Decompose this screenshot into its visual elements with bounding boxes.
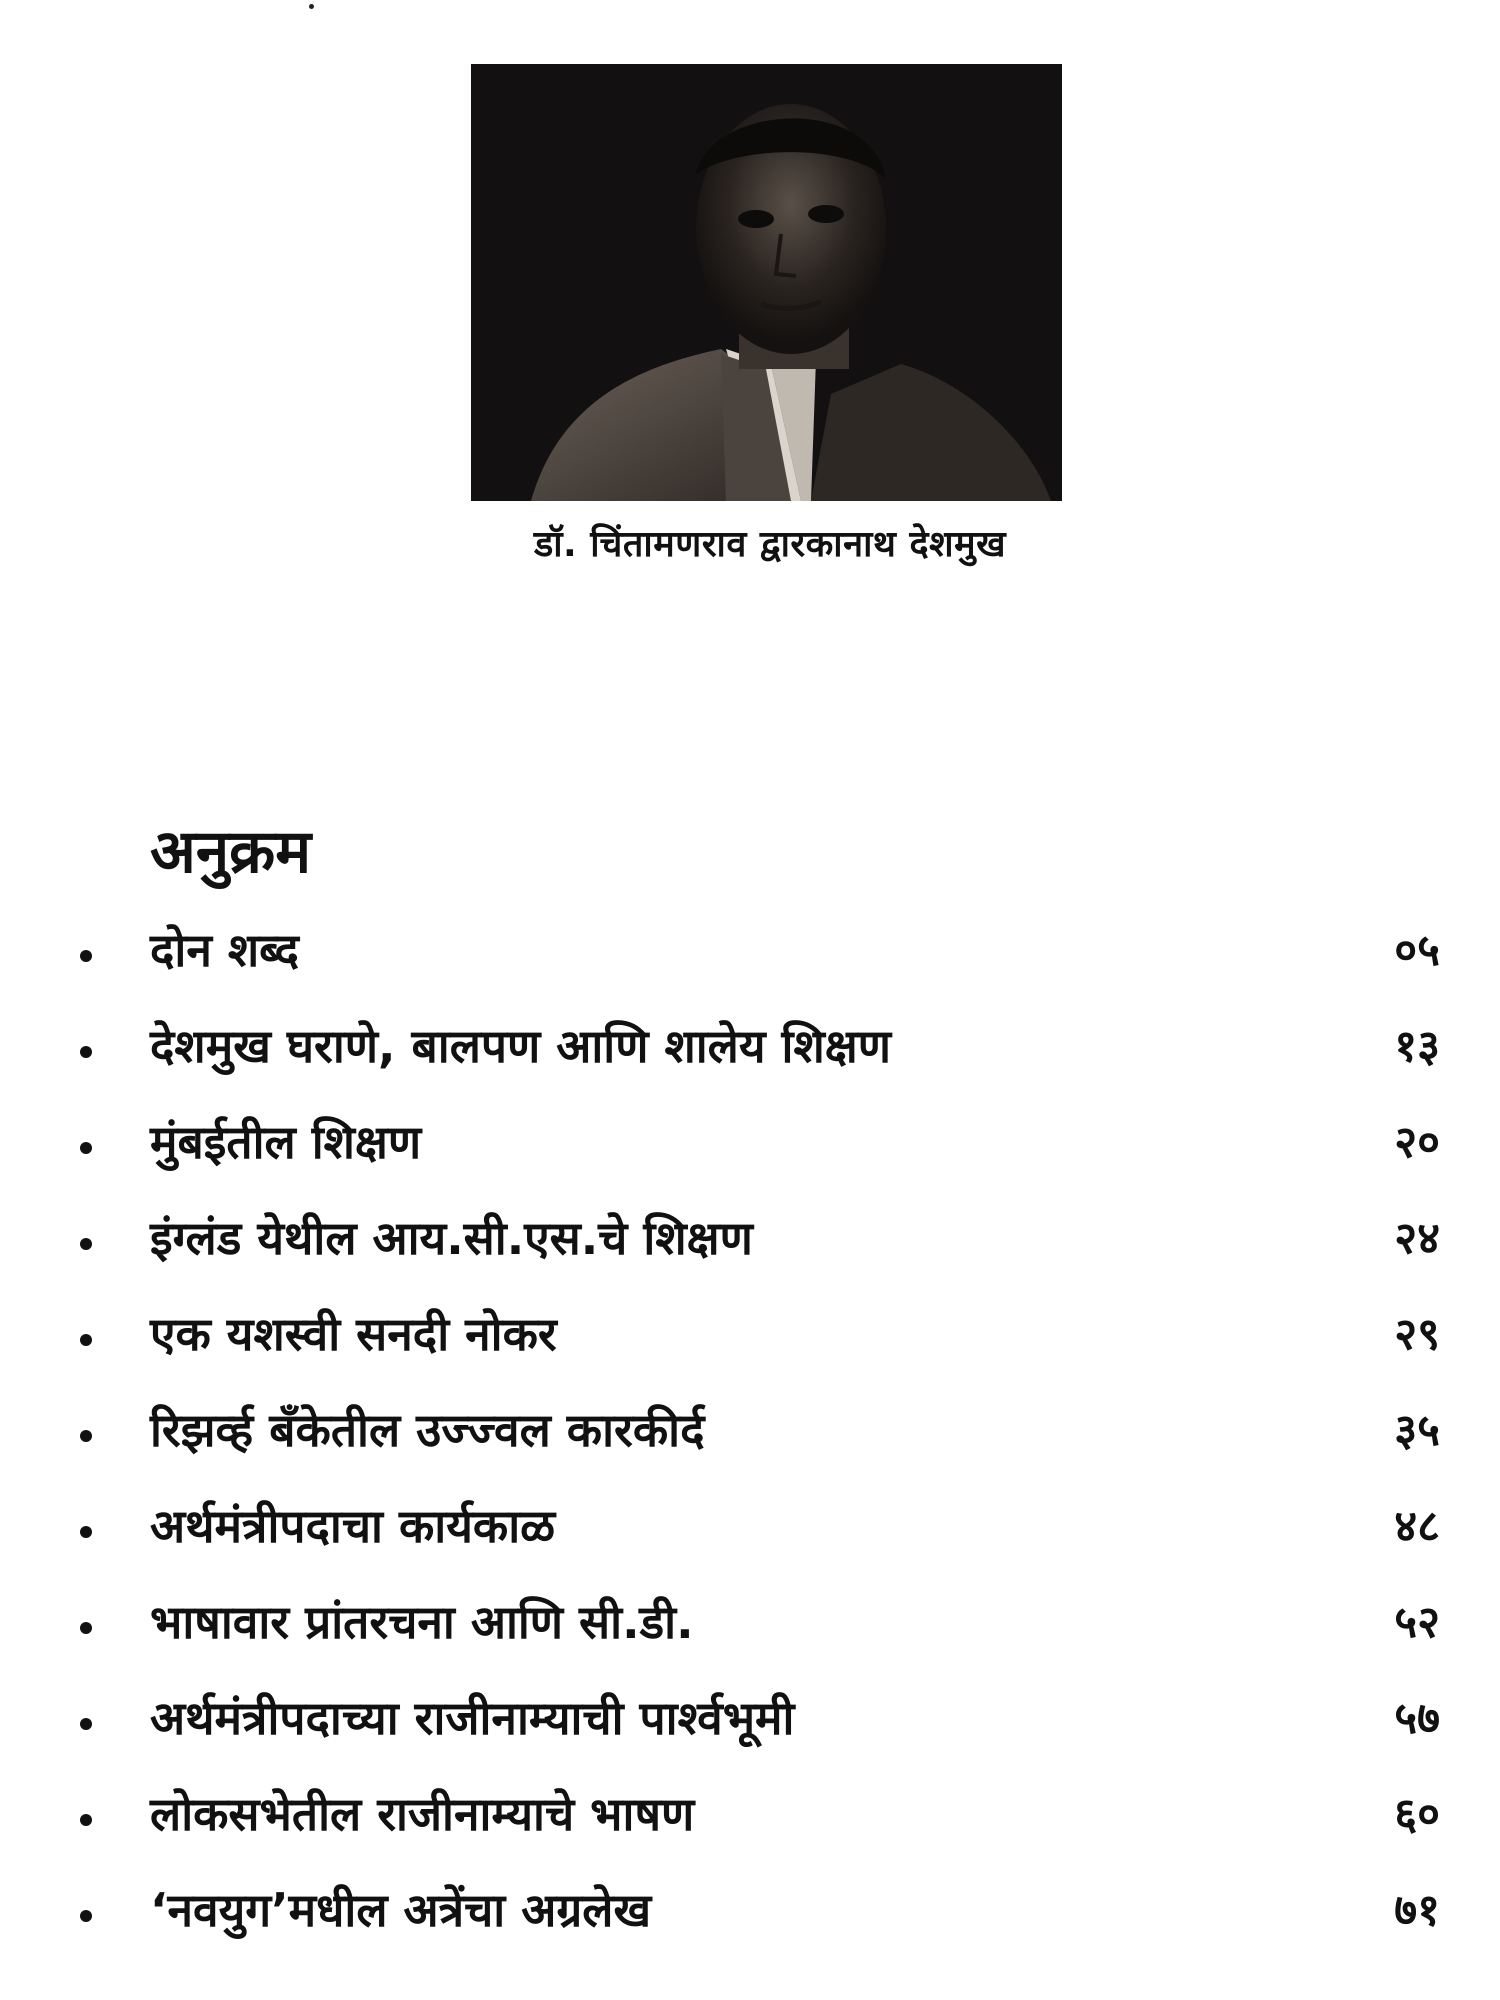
toc-entry-title: लोकसभेतील राजीनाम्याचे भाषण <box>150 1787 695 1841</box>
toc-entry-title: देशमुख घराणे, बालपण आणि शालेय शिक्षण <box>150 1019 891 1073</box>
toc-entry-title: मुंबईतील शिक्षण <box>150 1115 422 1169</box>
toc-entry <box>0 1582 1500 1678</box>
bullet-icon <box>80 1238 92 1250</box>
toc-entry-title: भाषावार प्रांतरचना आणि सी.डी. <box>150 1595 694 1649</box>
toc-entry-page: ४८ <box>1394 1501 1440 1552</box>
toc-entry-page: ७१ <box>1394 1885 1440 1936</box>
toc-entry-title: ‘नवयुग’मधील अत्रेंचा अग्रलेख <box>150 1883 652 1937</box>
bullet-icon <box>80 1622 92 1634</box>
toc-entry-page: ५२ <box>1394 1597 1440 1648</box>
portrait-photo <box>471 64 1062 501</box>
portrait-photo-image <box>471 64 1062 501</box>
toc-entry-page: ६० <box>1394 1789 1440 1840</box>
bullet-icon <box>80 1910 92 1922</box>
bullet-icon <box>80 1526 92 1538</box>
toc-entry-page: २० <box>1394 1117 1440 1168</box>
toc-entry <box>0 1102 1500 1198</box>
portrait-caption: डॉ. चिंतामणराव द्वारकानाथ देशमुख <box>533 524 1007 565</box>
toc-entry <box>0 1198 1500 1294</box>
toc-entry-title: रिझर्व्ह बँकेतील उज्ज्वल कारकीर्द <box>150 1403 705 1457</box>
bullet-icon <box>80 1142 92 1154</box>
toc-entry-page: ०५ <box>1394 925 1440 976</box>
bullet-icon <box>80 950 92 962</box>
toc-entry <box>0 1774 1500 1870</box>
toc-entry <box>0 1294 1500 1390</box>
bullet-icon <box>80 1430 92 1442</box>
toc-entry-title: एक यशस्वी सनदी नोकर <box>150 1307 557 1361</box>
toc-entry-page: ३५ <box>1394 1405 1440 1456</box>
toc-entry-page: २४ <box>1394 1213 1440 1264</box>
toc-entry-title: अर्थमंत्रीपदाचा कार्यकाळ <box>150 1499 556 1553</box>
toc-entry <box>0 1390 1500 1486</box>
toc-entry <box>0 1870 1500 1966</box>
toc-entry-title: अर्थमंत्रीपदाच्या राजीनाम्याची पार्श्वभूमी <box>150 1691 795 1745</box>
toc-entry-page: ५७ <box>1394 1693 1440 1744</box>
toc-entry <box>0 910 1500 1006</box>
toc-entry-title: इंग्लंड येथील आय.सी.एस.चे शिक्षण <box>150 1211 753 1265</box>
toc-entry <box>0 1678 1500 1774</box>
toc-entry-title: दोन शब्द <box>150 923 299 977</box>
bullet-icon <box>80 1046 92 1058</box>
toc-list <box>0 910 1500 1966</box>
bullet-icon <box>80 1814 92 1826</box>
toc-entry <box>0 1006 1500 1102</box>
bullet-icon <box>80 1718 92 1730</box>
scan-speck <box>309 4 314 9</box>
toc-heading: अनुक्रम <box>150 817 312 887</box>
toc-entry <box>0 1486 1500 1582</box>
bullet-icon <box>80 1334 92 1346</box>
toc-entry-page: २९ <box>1394 1309 1440 1360</box>
toc-entry-page: १३ <box>1394 1021 1440 1072</box>
